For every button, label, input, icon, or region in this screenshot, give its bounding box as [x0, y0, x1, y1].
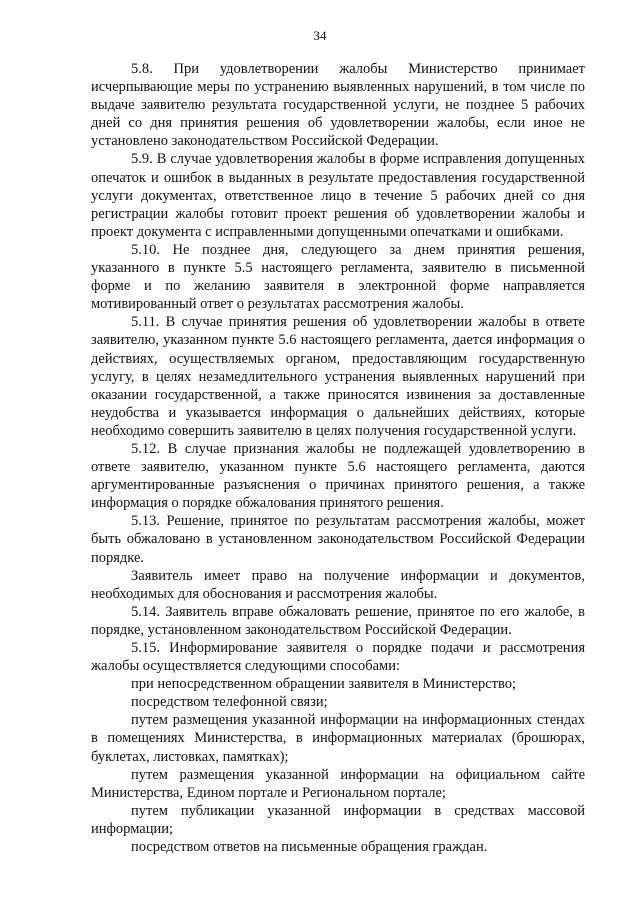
paragraph-applicant-rights: Заявитель имеет право на получение информации и документов, необходимых для обоснования и рассмотрения жалобы. — [91, 567, 585, 602]
paragraph-5-8: 5.8. При удовлетворении жалобы Министерство принимает исчерпывающие меры по устранению выявленных нарушений, в том числе по выдаче заявителю результата государственной услуги, не позднее 5 рабочих дней со дня принятия решения об удовлетворении жалобы, если иное не установлено законодательством Российской Федерации. — [91, 61, 585, 150]
page-number: 34 — [313, 28, 327, 43]
list-item-written-replies: посредством ответов на письменные обращения граждан. — [131, 839, 488, 856]
paragraph-5-12: 5.12. В случае признания жалобы не подлежащей удовлетворению в ответе заявителю, указанном пункте 5.6 настоящего регламента, даются аргументированные разъяснения о причинах принятого решения, а также информация о порядке обжалования принятого решения. — [91, 440, 585, 512]
list-item-phone: посредством телефонной связи; — [131, 694, 328, 711]
paragraph-5-15: 5.15. Информирование заявителя о порядке подачи и рассмотрения жалобы осуществляется следующими способами: — [91, 640, 585, 675]
document-body — [91, 60, 585, 856]
paragraph-5-13: 5.13. Решение, принятое по результатам рассмотрения жалобы, может быть обжаловано в установленном законодательством Российской Федерации порядке. — [91, 513, 585, 566]
list-item-website: путем размещения указанной информации на официальном сайте Министерства, Едином портале и Региональном портале; — [91, 766, 585, 801]
paragraph-5-11: 5.11. В случае принятия решения об удовлетворении жалобы в ответе заявителю, указанном пункте 5.6 настоящего регламента, дается информация о действиях, осуществляемых органом, предоставляющим государственную услугу, в целях незамедлительного устранения выявленных нарушений при оказании государственной, а также приносятся извинения за доставленные неудобства и указывается информация о дальнейших действиях, которые необходимо совершить заявителю в целях получения государственной услуги. — [91, 314, 585, 439]
list-item-direct-visit: при непосредственном обращении заявителя в Министерство; — [131, 676, 516, 693]
paragraph-5-10: 5.10. Не позднее дня, следующего за днем принятия решения, указанного в пункте 5.5 настоящего регламента, заявителю в письменной форме и по желанию заявителя в электронной форме направляется мотивированный ответ о результатах рассмотрения жалобы. — [91, 241, 585, 313]
paragraph-5-14: 5.14. Заявитель вправе обжаловать решение, принятое по его жалобе, в порядке, установленном законодательством Российской Федерации. — [91, 603, 585, 638]
list-item-media: путем публикации указанной информации в средствах массовой информации; — [91, 802, 585, 837]
paragraph-5-9: 5.9. В случае удовлетворения жалобы в форме исправления допущенных опечаток и ошибок в выданных в результате предоставления государственной услуги документах, ответственное лицо в течение 5 рабочих дней со дня регистрации жалобы готовит проект решения об удовлетворении жалобы и проект документа с исправленными допущенными опечатками и ошибками. — [91, 151, 585, 240]
list-item-stands: путем размещения указанной информации на информационных стендах в помещениях Министерства, в информационных материалах (брошюрах, буклетах, листовках, памятках); — [91, 712, 585, 765]
